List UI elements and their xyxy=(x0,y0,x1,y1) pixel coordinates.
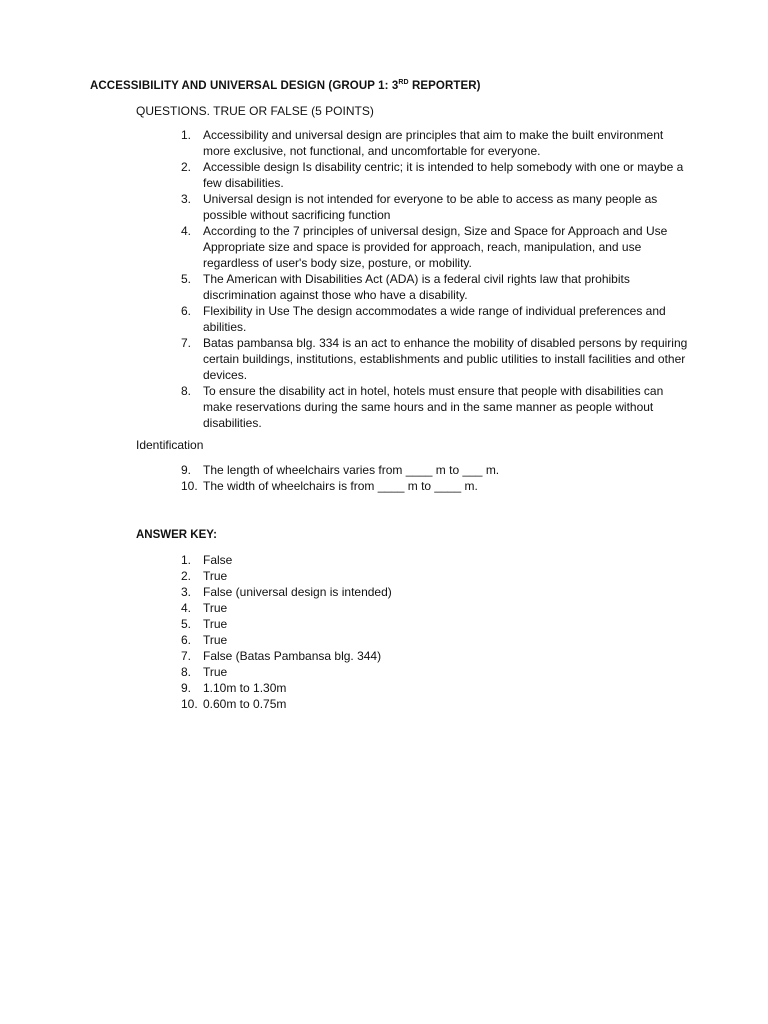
item-number: 7. xyxy=(181,649,192,663)
item-number: 5. xyxy=(181,272,192,286)
item-number: 4. xyxy=(181,224,192,238)
item-text: 0.60m to 0.75m xyxy=(203,697,287,711)
answer-key-heading: ANSWER KEY: xyxy=(136,529,217,541)
answer-key-list xyxy=(170,552,690,712)
item-number: 2. xyxy=(181,160,192,174)
item-text: According to the 7 principles of universal design, Size and Space for Approach and Use Appropriate size and space is provided for approach, reach, manipulation, and use regardless of user's body size, posture, or mobility. xyxy=(203,224,668,270)
document-title xyxy=(90,78,481,94)
list-item xyxy=(170,552,690,568)
item-text: 1.10m to 1.30m xyxy=(203,681,287,695)
list-item xyxy=(170,584,690,600)
list-item xyxy=(170,648,690,664)
list-item xyxy=(170,664,690,680)
item-text: True xyxy=(203,617,228,631)
item-text: The width of wheelchairs is from ____ m to ____ m. xyxy=(203,479,478,493)
identification-list xyxy=(170,462,690,494)
item-number: 5. xyxy=(181,617,192,631)
list-item xyxy=(170,383,690,431)
list-item xyxy=(170,127,690,159)
item-text: True xyxy=(203,569,228,583)
item-number: 3. xyxy=(181,192,192,206)
list-item xyxy=(170,696,690,712)
list-item xyxy=(170,335,690,383)
list-item xyxy=(170,303,690,335)
item-number: 3. xyxy=(181,585,192,599)
item-number: 4. xyxy=(181,601,192,615)
item-text: The length of wheelchairs varies from ____ m to ___ m. xyxy=(203,463,500,477)
list-item xyxy=(170,568,690,584)
list-item xyxy=(170,616,690,632)
item-text: True xyxy=(203,665,228,679)
item-text: Universal design is not intended for everyone to be able to access as many people as possible without sacrificing function xyxy=(203,192,658,222)
questions-list xyxy=(170,127,690,431)
item-text: Batas pambansa blg. 334 is an act to enhance the mobility of disabled persons by requiring certain buildings, institutions, establishments and public utilities to install facilities and other devices. xyxy=(203,336,688,382)
title-superscript: RD xyxy=(398,79,409,87)
identification-heading: Identification xyxy=(136,438,204,452)
item-number: 10. xyxy=(181,697,198,711)
title-tail: REPORTER) xyxy=(408,80,481,92)
item-number: 1. xyxy=(181,553,192,567)
list-item xyxy=(170,680,690,696)
item-number: 8. xyxy=(181,384,192,398)
list-item xyxy=(170,462,690,478)
item-text: False xyxy=(203,553,233,567)
item-number: 9. xyxy=(181,681,192,695)
item-text: True xyxy=(203,601,228,615)
list-item xyxy=(170,632,690,648)
item-number: 6. xyxy=(181,633,192,647)
item-text: False (Batas Pambansa blg. 344) xyxy=(203,649,382,663)
item-number: 2. xyxy=(181,569,192,583)
item-text: False (universal design is intended) xyxy=(203,585,392,599)
list-item xyxy=(170,600,690,616)
item-text: True xyxy=(203,633,228,647)
item-number: 8. xyxy=(181,665,192,679)
list-item xyxy=(170,159,690,191)
item-number: 6. xyxy=(181,304,192,318)
item-text: The American with Disabilities Act (ADA) is a federal civil rights law that prohibits discrimination against those who have a disability. xyxy=(203,272,630,302)
item-text: Accessible design Is disability centric; it is intended to help somebody with one or maybe a few disabilities. xyxy=(203,160,684,190)
list-item xyxy=(170,223,690,271)
item-number: 10. xyxy=(181,479,198,493)
list-item xyxy=(170,271,690,303)
item-text: To ensure the disability act in hotel, hotels must ensure that people with disabilities can make reservations during the same hours and in the same manner as people without disabilities. xyxy=(203,384,664,430)
title-text: ACCESSIBILITY AND UNIVERSAL DESIGN (GROUP 1: 3 xyxy=(90,80,399,92)
item-text: Flexibility in Use The design accommodates a wide range of individual preferences and abilities. xyxy=(203,304,666,334)
item-text: Accessibility and universal design are principles that aim to make the built environment more exclusive, not functional, and uncomfortable for everyone. xyxy=(203,128,664,158)
list-item xyxy=(170,191,690,223)
item-number: 9. xyxy=(181,463,192,477)
list-item xyxy=(170,478,690,494)
questions-heading: QUESTIONS. TRUE OR FALSE (5 POINTS) xyxy=(136,104,374,118)
item-number: 1. xyxy=(181,128,192,142)
item-number: 7. xyxy=(181,336,192,350)
